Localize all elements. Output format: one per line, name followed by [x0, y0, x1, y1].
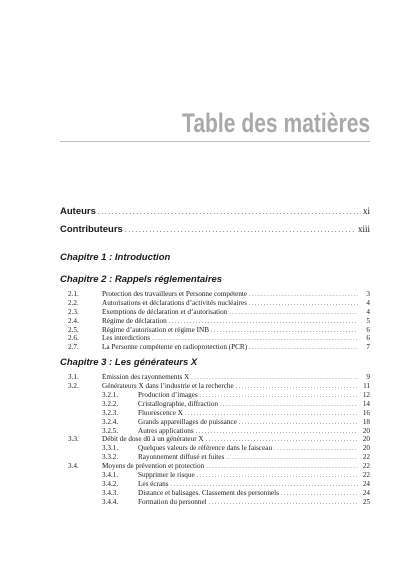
- table-of-contents: [60, 206, 370, 507]
- chapter-heading[interactable]: Chapitre 2 : Rappels réglementaires: [60, 274, 223, 285]
- toc-page-number: 6: [366, 334, 370, 343]
- dot-leader: [98, 208, 358, 216]
- toc-section-title: Formation du personnel: [138, 497, 207, 506]
- toc-page-number: 20: [362, 426, 370, 435]
- toc-entry[interactable]: [60, 400, 370, 409]
- toc-entry[interactable]: [60, 317, 370, 326]
- toc-entry-auteurs[interactable]: [60, 206, 370, 224]
- dot-leader: [185, 410, 358, 418]
- toc-page-number: 12: [362, 391, 370, 400]
- toc-section-title: Production d’images: [138, 391, 198, 400]
- toc-entry[interactable]: [60, 343, 370, 352]
- toc-section-number: 3.4.4.: [102, 497, 119, 506]
- toc-section-title: Grands appareillages de puissance: [138, 417, 237, 426]
- dot-leader: [206, 463, 358, 471]
- toc-page-number: 6: [366, 325, 370, 334]
- toc-section-title: Rayonnement diffusé et fuites: [138, 453, 225, 462]
- page-title: Table des matières: [181, 108, 370, 138]
- toc-section-number: 2.4.: [68, 316, 79, 325]
- toc-section-number: 2.6.: [68, 334, 79, 343]
- toc-section-title: Autorisations et déclarations d’activités nucléaires: [102, 298, 247, 307]
- toc-entry[interactable]: [60, 435, 370, 444]
- toc-section-title: Autres applications: [138, 426, 194, 435]
- toc-entry[interactable]: [60, 427, 370, 436]
- toc-entry[interactable]: [60, 290, 370, 299]
- toc-section-number: 3.4.3.: [102, 488, 119, 497]
- toc-page-number: 22: [362, 453, 370, 462]
- toc-entry[interactable]: [60, 418, 370, 427]
- toc-section-number: 2.1.: [68, 290, 79, 298]
- toc-page-number: 22: [362, 462, 370, 471]
- dot-leader: [249, 300, 358, 308]
- toc-section-title: Distance et balisages. Classement des personnels: [138, 488, 279, 497]
- toc-page-number: 18: [362, 417, 370, 426]
- toc-entry[interactable]: [60, 480, 370, 489]
- chapter-entries: [60, 290, 370, 352]
- toc-section-title: Fluorescence X: [138, 408, 183, 417]
- dot-leader: [220, 401, 358, 409]
- toc-entry[interactable]: [60, 326, 370, 335]
- toc-page-number: 16: [362, 408, 370, 417]
- toc-section-title: Moyens de prévention et protection: [102, 462, 205, 471]
- toc-entry[interactable]: [60, 334, 370, 343]
- toc-section-number: 3.1.: [68, 373, 79, 382]
- toc-section-number: 3.2.: [68, 382, 79, 391]
- toc-section-title: Les écrans: [138, 479, 169, 488]
- toc-section-number: 3.4.2.: [102, 479, 119, 488]
- toc-entry[interactable]: [60, 471, 370, 480]
- toc-page-number: 7: [366, 343, 370, 352]
- toc-section-title: Les interdictions: [102, 334, 151, 343]
- toc-section-number: 3.3.: [68, 435, 79, 444]
- dot-leader: [125, 226, 356, 234]
- toc-page-number: 25: [362, 497, 370, 506]
- dot-leader: [171, 481, 358, 489]
- toc-section-title: Débit de dose dû à un générateur X: [102, 435, 204, 444]
- chapter-heading[interactable]: Chapitre 1 : Introduction: [60, 252, 171, 263]
- toc-entry[interactable]: [60, 489, 370, 498]
- toc-entry[interactable]: [60, 409, 370, 418]
- toc-page-number: xi: [362, 206, 370, 216]
- toc-section-number: 3.2.4.: [102, 417, 119, 426]
- toc-section-number: 2.7.: [68, 343, 79, 352]
- dot-leader: [200, 392, 358, 400]
- toc-page-number: 11: [363, 382, 370, 391]
- toc-section-title: Quelques valeurs de référence dans le faisceau: [138, 444, 273, 453]
- dot-leader: [239, 419, 358, 427]
- dot-leader: [191, 374, 358, 382]
- toc-entry[interactable]: [60, 462, 370, 471]
- toc-entry[interactable]: [60, 444, 370, 453]
- toc-entry[interactable]: [60, 382, 370, 391]
- title-rule: [60, 141, 370, 142]
- dot-leader: [281, 490, 358, 498]
- dot-leader: [249, 344, 358, 352]
- toc-page-number: 24: [362, 479, 370, 488]
- dot-leader: [169, 318, 358, 326]
- toc-entry-label: Contributeurs: [60, 224, 123, 235]
- toc-entry-label: Auteurs: [60, 206, 96, 217]
- toc-section-title: Régime d’autorisation et régime INB: [102, 325, 209, 334]
- toc-section-number: 3.4.1.: [102, 471, 119, 480]
- toc-page-number: 3: [366, 290, 370, 298]
- dot-leader: [211, 327, 358, 335]
- chapter-heading[interactable]: Chapitre 3 : Les générateurs X: [60, 357, 198, 369]
- toc-page-number: xiii: [357, 224, 370, 234]
- toc-page-number: 4: [366, 298, 370, 307]
- dot-leader: [152, 335, 358, 343]
- toc-entry[interactable]: [60, 498, 370, 507]
- toc-page-number: 5: [366, 316, 370, 325]
- toc-page-number: 4: [366, 307, 370, 316]
- toc-section-number: 2.3.: [68, 307, 79, 316]
- dot-leader: [229, 309, 358, 317]
- toc-section-number: 3.2.1.: [102, 391, 119, 400]
- toc-section-title: Émission des rayonnements X: [102, 373, 190, 382]
- toc-section-number: 3.2.2.: [102, 399, 119, 408]
- chapter-entries: [60, 373, 370, 506]
- toc-section-title: Supprimer le risque: [138, 471, 195, 480]
- toc-section-title: Régime de déclaration: [102, 316, 167, 325]
- toc-page-number: 14: [362, 399, 370, 408]
- toc-section-number: 3.3.1.: [102, 444, 119, 453]
- toc-entry[interactable]: [60, 299, 370, 308]
- toc-section-number: 3.2.5.: [102, 426, 119, 435]
- toc-entry[interactable]: [60, 308, 370, 317]
- dot-leader: [274, 445, 358, 453]
- toc-section-title: Exemptions de déclaration et d’autorisation: [102, 307, 228, 316]
- toc-page-number: 9: [366, 373, 370, 382]
- toc-page-number: 20: [362, 435, 370, 444]
- toc-section-number: 2.2.: [68, 298, 79, 307]
- toc-entry[interactable]: [60, 453, 370, 462]
- dot-leader: [209, 499, 358, 507]
- toc-entry[interactable]: [60, 373, 370, 382]
- dot-leader: [249, 291, 358, 299]
- toc-section-title: Générateurs X dans l’industrie et la recherche: [102, 382, 234, 391]
- toc-page-number: 22: [362, 471, 370, 480]
- dot-leader: [226, 454, 358, 462]
- dot-leader: [196, 428, 358, 436]
- toc-section-title: Protection des travailleurs et Personne compétente: [102, 290, 248, 298]
- dot-leader: [206, 436, 358, 444]
- toc-section-title: Cristallographie, diffraction: [138, 399, 219, 408]
- dot-leader: [197, 472, 358, 480]
- toc-section-number: 3.2.3.: [102, 408, 119, 417]
- dot-leader: [236, 383, 358, 391]
- toc-page-number: 20: [362, 444, 370, 453]
- toc-section-number: 2.5.: [68, 325, 79, 334]
- toc-page-number: 24: [362, 488, 370, 497]
- toc-section-number: 3.4.: [68, 462, 79, 471]
- toc-entry-contributeurs[interactable]: [60, 224, 370, 242]
- toc-section-number: 3.3.2.: [102, 453, 119, 462]
- toc-section-title: La Personne compétente en radioprotection (PCR): [102, 343, 248, 352]
- toc-entry[interactable]: [60, 391, 370, 400]
